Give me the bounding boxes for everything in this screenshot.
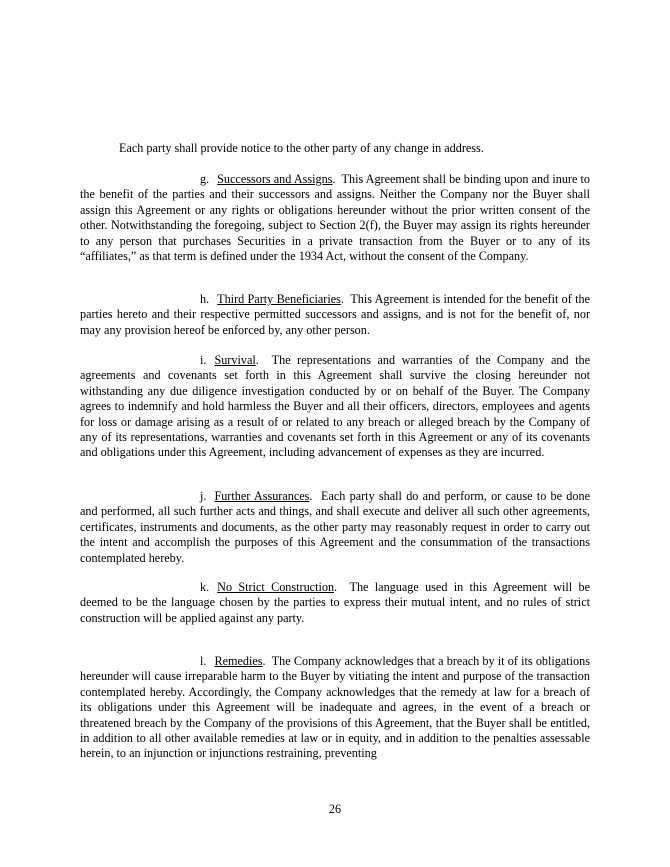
section-heading: Survival [214, 353, 256, 367]
section-body: The Company acknowledges that a breach by it of its obligations hereunder will cause irreparable harm to the Buyer by vitiating the intent and purpose of the transaction contemplated hereby. Accordingly, the Company acknowledges that the remedy at law for a breach of its obligations under this Agreement will be inadequate and agrees, in the event of a breach or threatened breach by the Company of the provisions of this Agreement, that the Buyer shall be entitled, in addition to all other available remedies at law or in equity, and in addition to the penalties assessable herein, to an injunction or injunctions restraining, preventing [80, 654, 590, 761]
section-h-third-party-beneficiaries: h. Third Party Beneficiaries. This Agreement is intended for the benefit of the parties hereto and their respective permitted successors and assigns, and is not for the benefit of, nor may any provision hereof be enforced by, any other person. [80, 292, 591, 337]
section-heading: Third Party Beneficiaries [217, 292, 341, 306]
section-body: This Agreement is intended for the benefit of the parties hereto and their respective permitted successors and assigns, and is not for the benefit of, nor may any provision hereof be enforced by, any other person. [80, 292, 591, 337]
section-body: The representations and warranties of the Company and the agreements and covenants set forth in this Agreement shall survive the closing hereunder not withstanding any due diligence investigation conducted by or on behalf of the Buyer. The Company agrees to indemnify and hold harmless the Buyer and all their officers, directors, employees and agents for loss or damage arising as a result of or related to any breach or alleged breach by the Company of any of its representations, warranties and covenants set forth in this Agreement or any of its covenants and obligations under this Agreement, including advancement of expenses as they are incurred. [80, 353, 591, 460]
section-k-no-strict-construction: k. No Strict Construction. The language used in this Agreement will be deemed to be the language chosen by the parties to express their mutual intent, and no rules of strict construction will be applied against any party. [80, 580, 591, 625]
section-body: Each party shall do and perform, or cause to be done and performed, all such further acts and things, and shall execute and deliver all such other agreements, certificates, instruments and documents, as the other party may reasonably request in order to carry out the intent and accomplish the purposes of this Agreement and the consummation of the transactions contemplated hereby. [80, 489, 590, 565]
section-g-successors-and-assigns: g. Successors and Assigns. This Agreement shall be binding upon and inure to the benefit of the parties and their successors and assigns. Neither the Company nor the Buyer shall assign this Agreement or any rights or obligations hereunder without the prior written consent of the other. Notwithstanding the foregoing, subject to Section 2(f), the Buyer may assign its rights hereunder to any person that purchases Securities in a private transaction from the Buyer or to any of its “affiliates,” as that term is defined under the 1934 Act, without the consent of the Company. [80, 172, 590, 264]
section-letter: g. [200, 172, 210, 186]
section-heading: No Strict Construction [217, 580, 335, 594]
section-body: The language used in this Agreement will be deemed to be the language chosen by the parties to express their mutual intent, and no rules of strict construction will be applied against any party. [80, 580, 591, 625]
section-body: This Agreement shall be binding upon and inure to the benefit of the parties and their successors and assigns. Neither the Company nor the Buyer shall assign this Agreement or any rights or obligations hereunder without the prior written consent of the other. Notwithstanding the foregoing, subject to Section 2(f), the Buyer may assign its rights hereunder to any person that purchases Securities in a private transaction from the Buyer or to any of its “affiliates,” as that term is defined under the 1934 Act, without the consent of the Company. [80, 172, 590, 264]
section-letter: l. [200, 654, 207, 668]
section-letter: j. [200, 489, 207, 503]
section-i-survival: i. Survival. The representations and warranties of the Company and the agreements and covenants set forth in this Agreement shall survive the closing hereunder not withstanding any due diligence investigation conducted by or on behalf of the Buyer. The Company agrees to indemnify and hold harmless the Buyer and all their officers, directors, employees and agents for loss or damage arising as a result of or related to any breach or alleged breach by the Company of any of its representations, warranties and covenants set forth in this Agreement or any of its covenants and obligations under this Agreement, including advancement of expenses as they are incurred. [80, 353, 591, 460]
section-letter: k. [200, 580, 210, 594]
section-heading: Further Assurances [214, 489, 310, 503]
section-letter: h. [200, 292, 210, 306]
section-heading: Remedies [214, 654, 263, 668]
section-letter: i. [200, 353, 207, 367]
page-number: 26 [328, 802, 342, 816]
section-l-remedies: l. Remedies. The Company acknowledges that a breach by it of its obligations hereunder will cause irreparable harm to the Buyer by vitiating the intent and purpose of the transaction contemplated hereby. Accordingly, the Company acknowledges that the remedy at law for a breach of its obligations under this Agreement will be inadequate and agrees, in the event of a breach or threatened breach by the Company of the provisions of this Agreement, that the Buyer shall be entitled, in addition to all other available remedies at law or in equity, and in addition to the penalties assessable herein, to an injunction or injunctions restraining, preventing [80, 654, 590, 761]
notice-sentence: Each party shall provide notice to the other party of any change in address. [119, 141, 484, 155]
section-j-further-assurances: j. Further Assurances. Each party shall do and perform, or cause to be done and performed, all such further acts and things, and shall execute and deliver all such other agreements, certificates, instruments and documents, as the other party may reasonably request in order to carry out the intent and accomplish the purposes of this Agreement and the consummation of the transactions contemplated hereby. [80, 489, 590, 565]
section-heading: Successors and Assigns [217, 172, 333, 186]
